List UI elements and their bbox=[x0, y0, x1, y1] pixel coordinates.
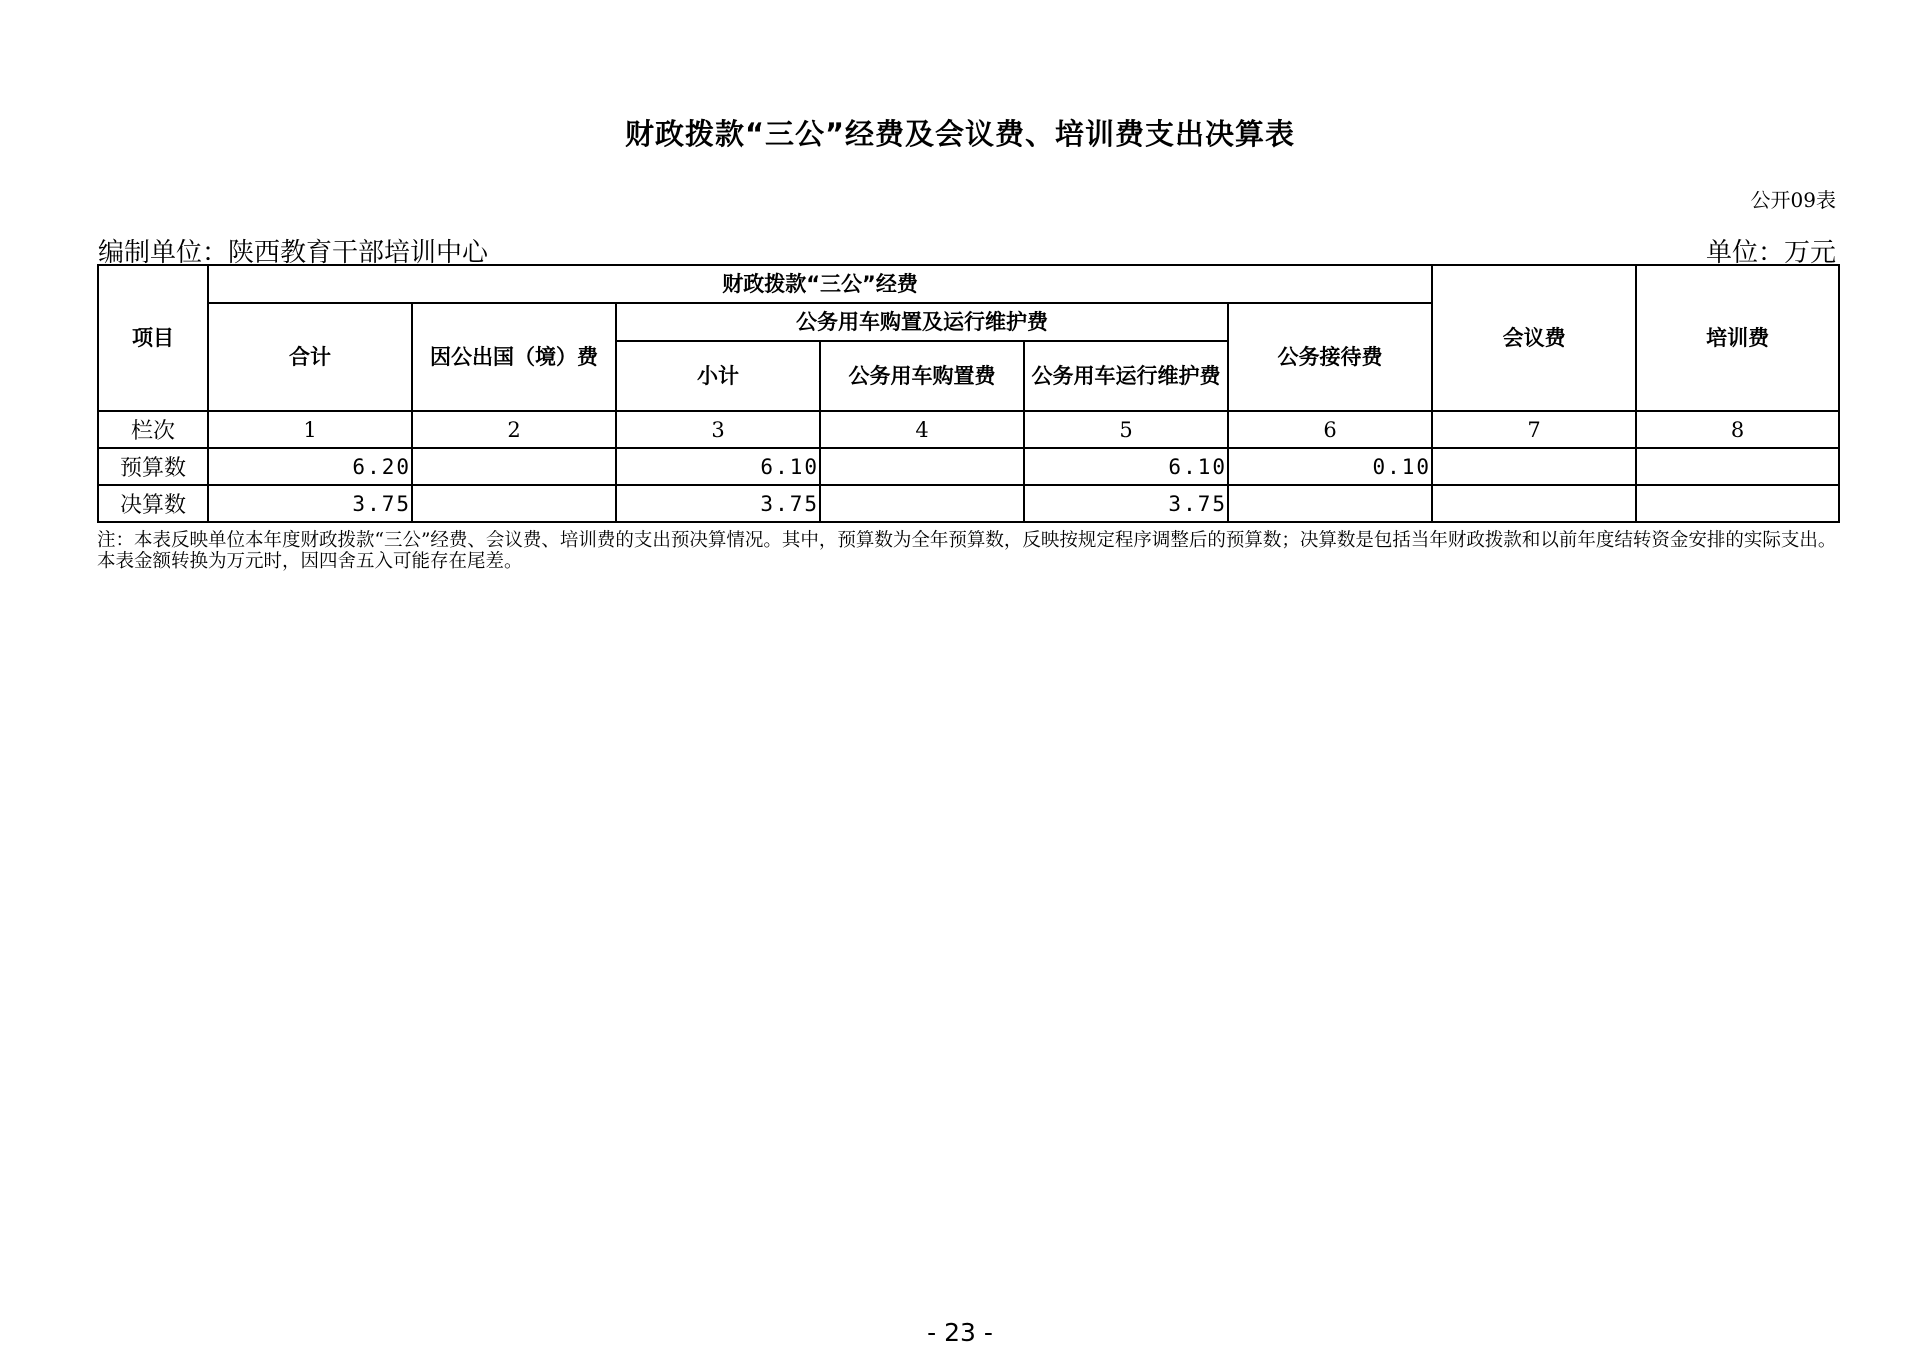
header-vehicle-operation bbox=[1024, 341, 1228, 411]
header-abroad: 因公出国（境）费 bbox=[412, 303, 616, 411]
header-row-1 bbox=[98, 265, 1839, 303]
index-row bbox=[98, 411, 1839, 448]
document-title: 财政拨款“三公”经费及会议费、培训费支出决算表 bbox=[624, 117, 1296, 151]
table-row-budget bbox=[98, 448, 1839, 485]
header-meeting: 会议费 bbox=[1432, 265, 1636, 411]
index-cell: 1 bbox=[208, 411, 412, 448]
row-label: 决算数 bbox=[98, 485, 208, 522]
value-cell: 3.75 bbox=[1024, 485, 1228, 522]
expenditure-table bbox=[97, 264, 1840, 523]
row-label: 预算数 bbox=[98, 448, 208, 485]
header-subtotal: 小计 bbox=[616, 341, 820, 411]
header-vehicle-operation-text: 公务用车运行维护费 bbox=[1031, 364, 1221, 388]
value-cell: 6.10 bbox=[616, 448, 820, 485]
index-cell: 5 bbox=[1024, 411, 1228, 448]
value-cell bbox=[412, 448, 616, 485]
page-number: - 23 - bbox=[927, 1318, 993, 1347]
unit-label: 单位：万元 bbox=[1705, 238, 1836, 268]
value-cell bbox=[1636, 485, 1839, 522]
index-cell: 7 bbox=[1432, 411, 1636, 448]
header-vehicle-group: 公务用车购置及运行维护费 bbox=[616, 303, 1228, 341]
header-item: 项目 bbox=[98, 265, 208, 411]
index-cell: 6 bbox=[1228, 411, 1432, 448]
index-cell: 2 bbox=[412, 411, 616, 448]
value-cell bbox=[1432, 485, 1636, 522]
value-cell: 3.75 bbox=[616, 485, 820, 522]
value-cell bbox=[820, 448, 1024, 485]
value-cell: 3.75 bbox=[208, 485, 412, 522]
value-cell bbox=[412, 485, 616, 522]
value-cell bbox=[820, 485, 1024, 522]
value-cell: 6.20 bbox=[208, 448, 412, 485]
prepared-by: 编制单位：陕西教育干部培训中心 bbox=[98, 238, 489, 268]
header-three-public: 财政拨款“三公”经费 bbox=[208, 265, 1432, 303]
header-training: 培训费 bbox=[1636, 265, 1839, 411]
value-cell: 6.10 bbox=[1024, 448, 1228, 485]
header-reception: 公务接待费 bbox=[1228, 303, 1432, 411]
index-cell: 3 bbox=[616, 411, 820, 448]
index-cell: 8 bbox=[1636, 411, 1839, 448]
table-row-final bbox=[98, 485, 1839, 522]
header-total: 合计 bbox=[208, 303, 412, 411]
value-cell bbox=[1432, 448, 1636, 485]
value-cell bbox=[1636, 448, 1839, 485]
header-vehicle-purchase: 公务用车购置费 bbox=[820, 341, 1024, 411]
table-code: 公开09表 bbox=[1750, 188, 1836, 212]
index-cell: 4 bbox=[820, 411, 1024, 448]
value-cell: 0.10 bbox=[1228, 448, 1432, 485]
table-note: 注：本表反映单位本年度财政拨款“三公”经费、会议费、培训费的支出预决算情况。其中，预算数为全年预算数，反映按规定程序调整后的预算数；决算数是包括当年财政拨款和以前年度结转资金安排的实际支出。本表金额转换为万元时，因四舍五入可能存在尾差。 bbox=[97, 530, 1837, 572]
value-cell bbox=[1228, 485, 1432, 522]
index-row-label: 栏次 bbox=[98, 411, 208, 448]
